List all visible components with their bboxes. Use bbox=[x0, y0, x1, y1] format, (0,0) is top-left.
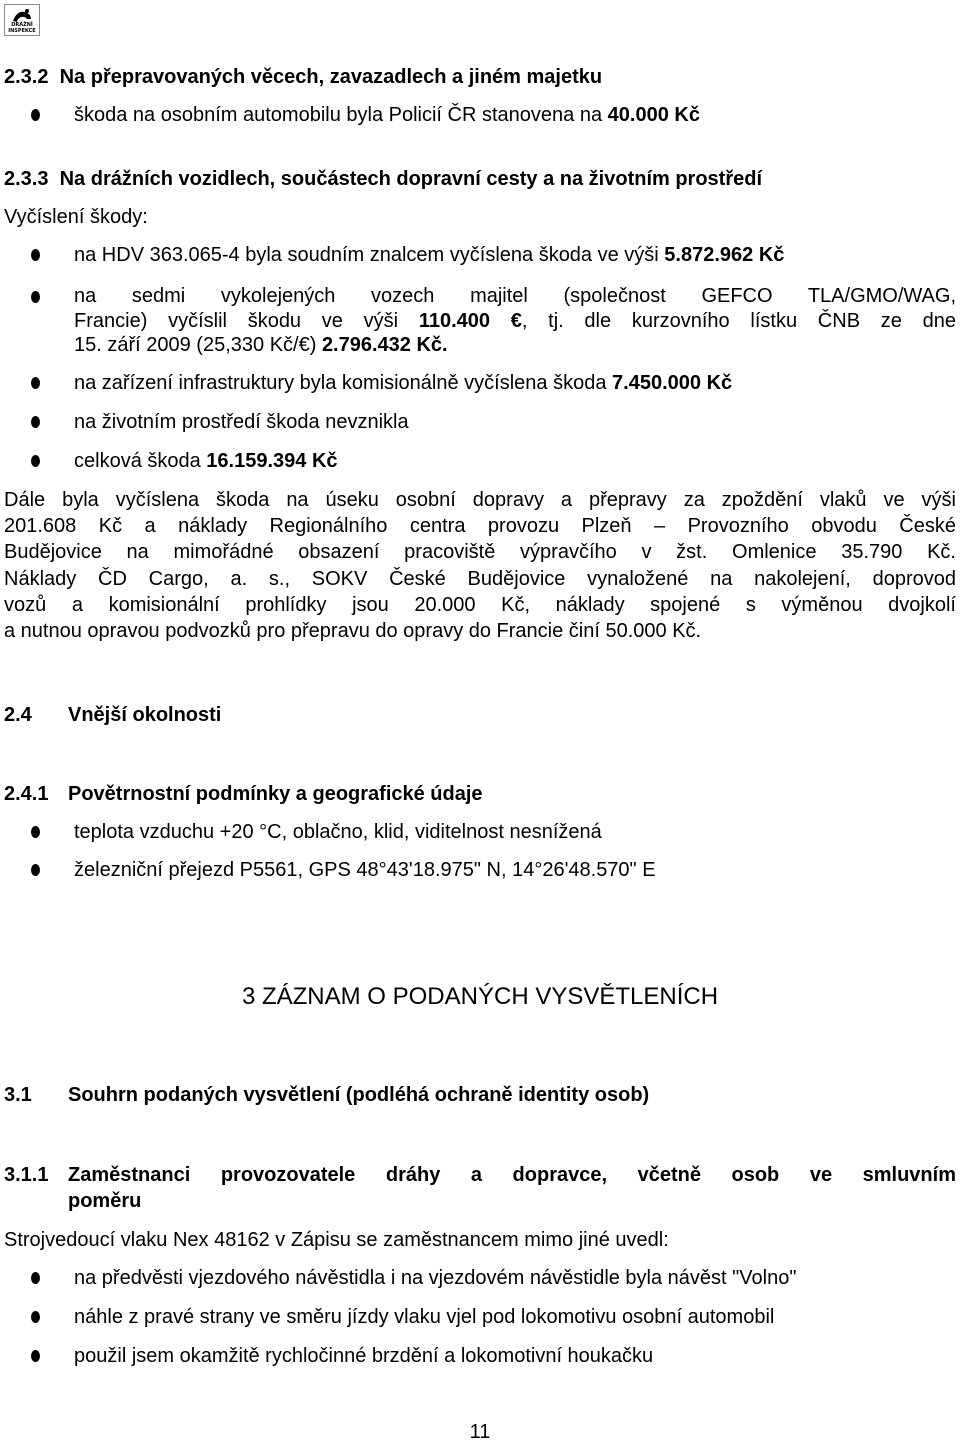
section-number: 3.1.1 bbox=[4, 1164, 49, 1186]
list-item-text: , tj. dle kurzovního lístku ČNB ze dne bbox=[521, 310, 956, 332]
list-item: teplota vzduchu +20 °C, oblačno, klid, viditelnost nesnížená bbox=[74, 821, 602, 843]
section-number: 2.4 bbox=[4, 704, 32, 726]
bullet-icon bbox=[31, 377, 40, 389]
page-number: 11 bbox=[469, 1421, 491, 1443]
logo bbox=[4, 4, 40, 36]
paragraph-line: a nutnou opravou podvozků pro přepravu do opravy do Francie činí 50.000 Kč. bbox=[4, 620, 702, 642]
bullet-icon bbox=[31, 1272, 40, 1284]
list-item-text: škoda na osobním automobilu byla Policií ČR stanovena na bbox=[74, 104, 608, 126]
bullet-icon bbox=[31, 864, 40, 876]
section-heading-3-1 bbox=[4, 1083, 649, 1107]
bullet-icon bbox=[31, 249, 40, 261]
damage-value: 2.796.432 Kč. bbox=[321, 334, 448, 356]
section-title: Povětrnostní podmínky a geografické údaje bbox=[68, 783, 483, 805]
paragraph-line: 201.608 Kč a náklady Regionálního centra provozu Plzeň – Provozního obvodu České bbox=[4, 515, 956, 537]
list-item-line: na sedmi vykolejených vozech majitel (společnost GEFCO TLA/GMO/WAG, bbox=[74, 285, 956, 307]
chapter-title: 3 ZÁZNAM O PODANÝCH VYSVĚTLENÍCH bbox=[241, 983, 719, 1010]
list-item: na předvěsti vjezdového návěstidla i na vjezdovém návěstidle byla návěst "Volno" bbox=[74, 1267, 797, 1289]
section-title: Souhrn podaných vysvětlení (podléhá ochraně identity osob) bbox=[68, 1084, 650, 1106]
list-item-line bbox=[74, 309, 956, 333]
section-number: 3.1 bbox=[4, 1084, 32, 1106]
section-title: Na přepravovaných věcech, zavazadlech a jiném majetku bbox=[59, 66, 603, 88]
bullet-icon bbox=[31, 826, 40, 838]
section-title: Na drážních vozidlech, součástech dopravní cesty a na životním prostředí bbox=[59, 168, 763, 190]
bullet-icon bbox=[31, 455, 40, 467]
paragraph-line: Budějovice na mimořádné obsazení pracoviště výpravčího v žst. Omlenice 35.790 Kč. bbox=[4, 541, 956, 563]
bullet-icon bbox=[31, 1311, 40, 1323]
paragraph-line: Náklady ČD Cargo, a. s., SOKV České Budějovice vynaložené na nakolejení, doprovod bbox=[4, 568, 956, 590]
section-heading-2-3-2 bbox=[4, 65, 602, 89]
damage-value: 7.450.000 Kč bbox=[612, 372, 733, 394]
list-item-text: na HDV 363.065-4 byla soudním znalcem vyčíslena škoda ve výši bbox=[74, 244, 665, 266]
bullet-icon bbox=[31, 416, 40, 428]
intro-text: Strojvedoucí vlaku Nex 48162 v Zápisu se zaměstnancem mimo jiné uvedl: bbox=[4, 1229, 669, 1251]
list-item: na životním prostředí škoda nevznikla bbox=[74, 411, 409, 433]
damage-value: 40.000 Kč bbox=[607, 104, 700, 126]
list-item-text: na zařízení infrastruktury byla komisionálně vyčíslena škoda bbox=[74, 372, 613, 394]
section-title-line: poměru bbox=[68, 1190, 142, 1212]
section-number: 2.3.3 bbox=[4, 168, 49, 190]
paragraph-line: vozů a komisionální prohlídky jsou 20.000 Kč, náklady spojené s výměnou dvojkolí bbox=[4, 594, 956, 616]
intro-text: Vyčíslení škody: bbox=[4, 206, 148, 228]
section-title: Vnější okolnosti bbox=[68, 704, 222, 726]
section-heading-3-1-1 bbox=[4, 1163, 68, 1187]
list-item bbox=[74, 103, 700, 127]
section-number: 2.3.2 bbox=[4, 66, 49, 88]
list-item: železniční přejezd P5561, GPS 48°43'18.975" N, 14°26'48.570" E bbox=[74, 859, 656, 881]
logo-text: DRÁŽNÍ INSPEKCE bbox=[8, 22, 36, 34]
section-heading-2-3-3 bbox=[4, 167, 762, 191]
section-heading-2-4 bbox=[4, 703, 221, 727]
section-heading-2-4-1 bbox=[4, 782, 483, 806]
list-item-line bbox=[74, 333, 448, 357]
bullet-icon bbox=[31, 109, 40, 121]
list-item-text: celková škoda bbox=[74, 450, 207, 472]
section-title-line: Zaměstnanci provozovatele dráhy a dopravce, včetně osob ve smluvním bbox=[68, 1164, 956, 1186]
list-item: použil jsem okamžitě rychločinné brzdění a lokomotivní houkačku bbox=[74, 1345, 654, 1367]
list-item-text: Francie) vyčíslil škodu ve výši bbox=[74, 310, 419, 332]
bullet-icon bbox=[31, 291, 40, 303]
list-item bbox=[74, 371, 732, 395]
list-item bbox=[74, 449, 338, 473]
bullet-icon bbox=[31, 1350, 40, 1362]
list-item-text: 15. září 2009 (25,330 Kč/€) bbox=[74, 334, 322, 356]
damage-value: 16.159.394 Kč bbox=[206, 450, 338, 472]
section-number: 2.4.1 bbox=[4, 783, 49, 805]
damage-value: 110.400 € bbox=[418, 310, 522, 332]
damage-value: 5.872.962 Kč bbox=[664, 244, 785, 266]
list-item bbox=[74, 243, 784, 267]
list-item: náhle z pravé strany ve směru jízdy vlaku vjel pod lokomotivu osobní automobil bbox=[74, 1306, 775, 1328]
paragraph-line: Dále byla vyčíslena škoda na úseku osobní dopravy a přepravy za zpoždění vlaků ve výši bbox=[4, 489, 956, 511]
